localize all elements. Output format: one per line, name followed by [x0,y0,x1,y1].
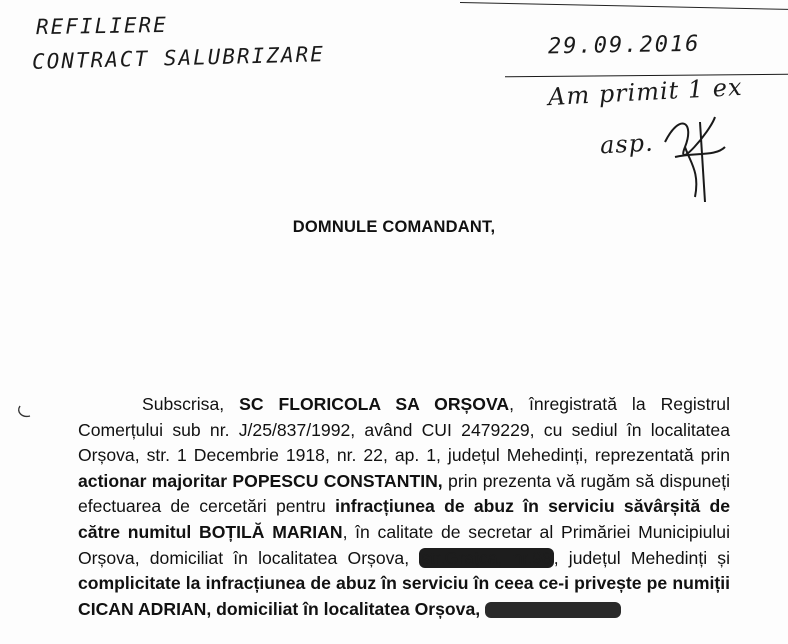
document-body [78,392,730,622]
handwritten-signature [655,102,735,212]
offense-1: infracțiunea de abuz în serviciu săvârșită de către numitul BOȚILĂ MARIAN [78,496,731,542]
scan-mark-icon [16,402,38,420]
company-name: SC FLORICOLA SA ORȘOVA [239,394,510,414]
redacted-address: str.Grațca, nr.98 [421,547,552,568]
body-text-3: prin prezenta vă rugăm să dispuneți efectuarea de cercetări pentru [78,470,730,517]
top-edge-line [460,2,788,10]
handwritten-receipt-note: Am primit 1 ex [547,72,744,112]
handwritten-date: 29.09.2016 [547,31,701,60]
handwritten-note-line2: CONTRACT SALUBRIZARE [31,42,326,74]
body-text-2: , înregistrată la Registrul Comerțului sub nr. J/25/837/1992, având CUI 2479229, cu sediul în localitatea Orșova, str. 1 Decembrie 1918, nr. 22, ap. 1, județul Mehedinți, reprezentată prin [78,394,731,466]
document-heading: DOMNULE COMANDANT, [292,218,496,236]
handwritten-underline [505,74,788,77]
body-text-5: , județul Mehedinți și [553,547,730,568]
redaction-block [485,602,621,618]
handwritten-note-line1: REFILIERE [35,12,168,40]
offense-2: complicitate la infracțiunea de abuz în serviciu în ceea ce-i privește pe numiții CICAN ADRIAN, domiciliat în localitatea Orșova, [78,573,730,619]
handwritten-receipt-note-2: asp. [599,128,655,160]
body-text-4: , în calitate de secretar al Primăriei Municipiului Orșova, domiciliat în localitatea Orșova, [78,521,730,568]
body-text-1: Subscrisa, [142,394,225,414]
representative: actionar majoritar POPESCU CONSTANTIN, [78,470,443,491]
